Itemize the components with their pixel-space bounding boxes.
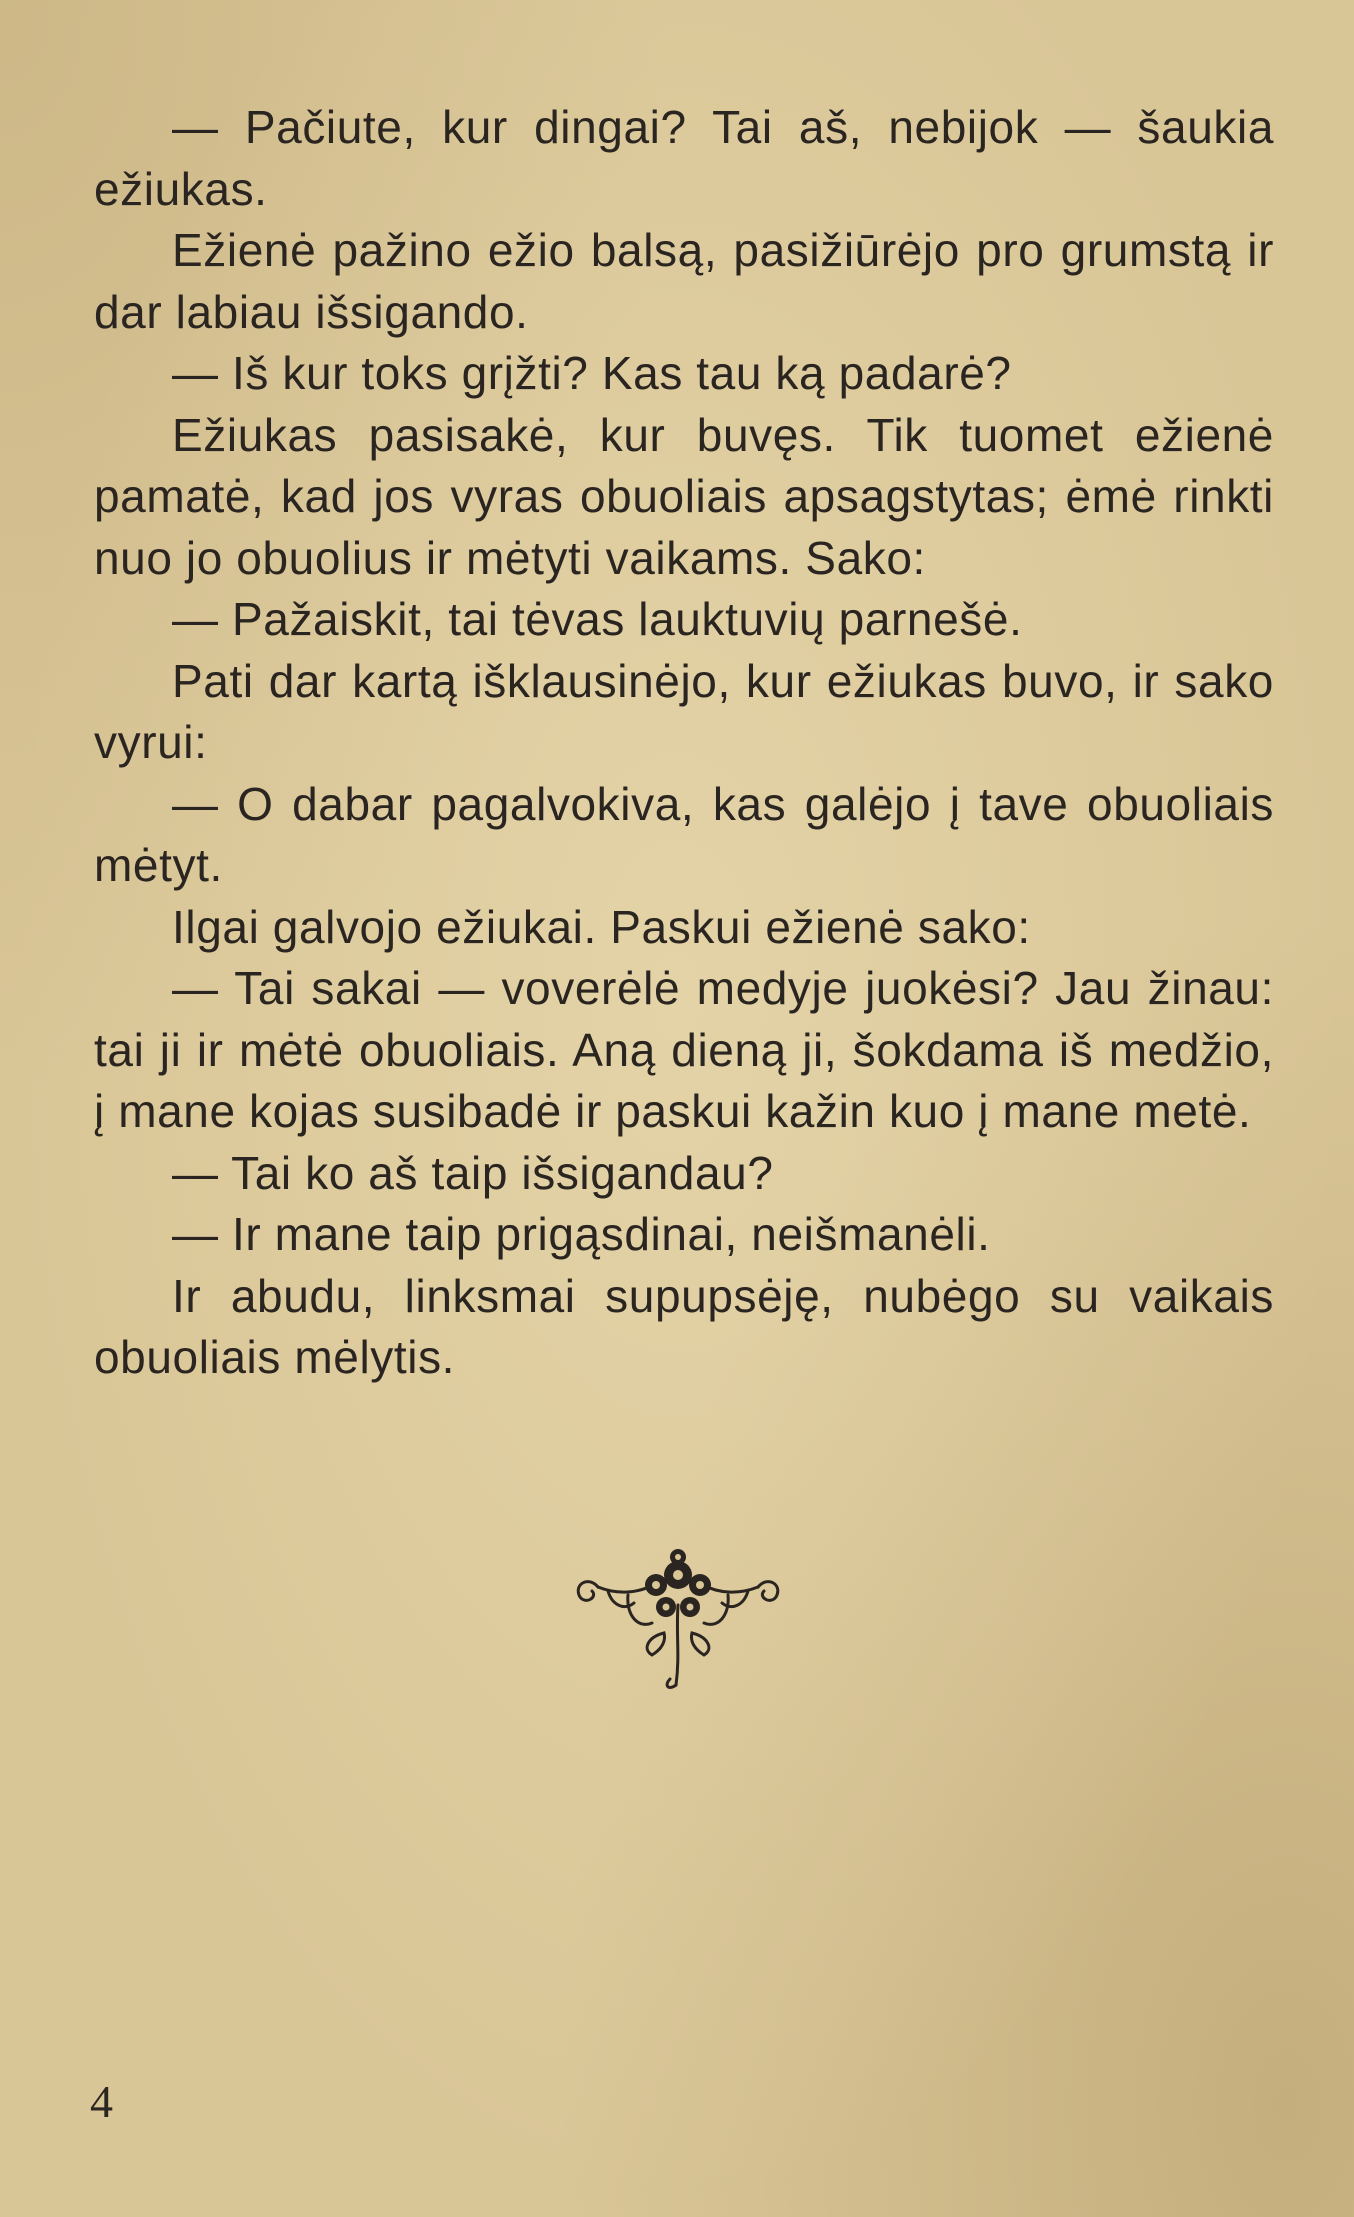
paragraph: — Iš kur toks grįžti? Kas tau ką padarė? [172, 347, 1012, 399]
paragraph: — Pažaiskit, tai tėvas lauktuvių parnešė. [172, 593, 1023, 645]
paragraph: — Pačiute, kur dingai? Tai aš, nebijok — šaukia ežiukas. [94, 101, 1274, 215]
paragraph: — O dabar pagalvokiva, kas galėjo į tave obuoliais mėtyt. [94, 777, 1274, 891]
paragraph: — Tai sakai — voverėlė medyje juokėsi? Jau žinau: tai ji ir mėtė obuoliais. Aną dieną ji, šokdama iš medžio, į mane kojas susibadė ir paskui kažin kuo į mane metė. [94, 962, 1274, 1137]
paragraph: — Ir mane taip prigąsdinai, neišmanėli. [172, 1208, 991, 1260]
paragraph: Ir abudu, linksmai supupsėję, nubėgo su vaikais obuoliais mėlytis. [94, 1269, 1274, 1383]
floral-vignette-icon [568, 1545, 788, 1695]
paragraph: Ežienė pažino ežio balsą, pasižiūrėjo pro grumstą ir dar labiau išsigando. [94, 224, 1274, 338]
paragraph: Ilgai galvojo ežiukai. Paskui ežienė sako: [172, 900, 1031, 953]
paragraph: — Tai ko aš taip išsigandau? [172, 1146, 774, 1199]
paragraph: Ežiukas pasisakė, kur buvęs. Tik tuomet ežienė pamatė, kad jos vyras obuoliais apsagstytas; ėmė rinkti nuo jo obuolius ir mėtyti vaikams. Sako: [94, 408, 1274, 584]
story-text [94, 97, 1274, 1389]
page-number: 4 [90, 2076, 113, 2127]
paragraph: Pati dar kartą išklausinėjo, kur ežiukas buvo, ir sako vyrui: [94, 654, 1274, 768]
